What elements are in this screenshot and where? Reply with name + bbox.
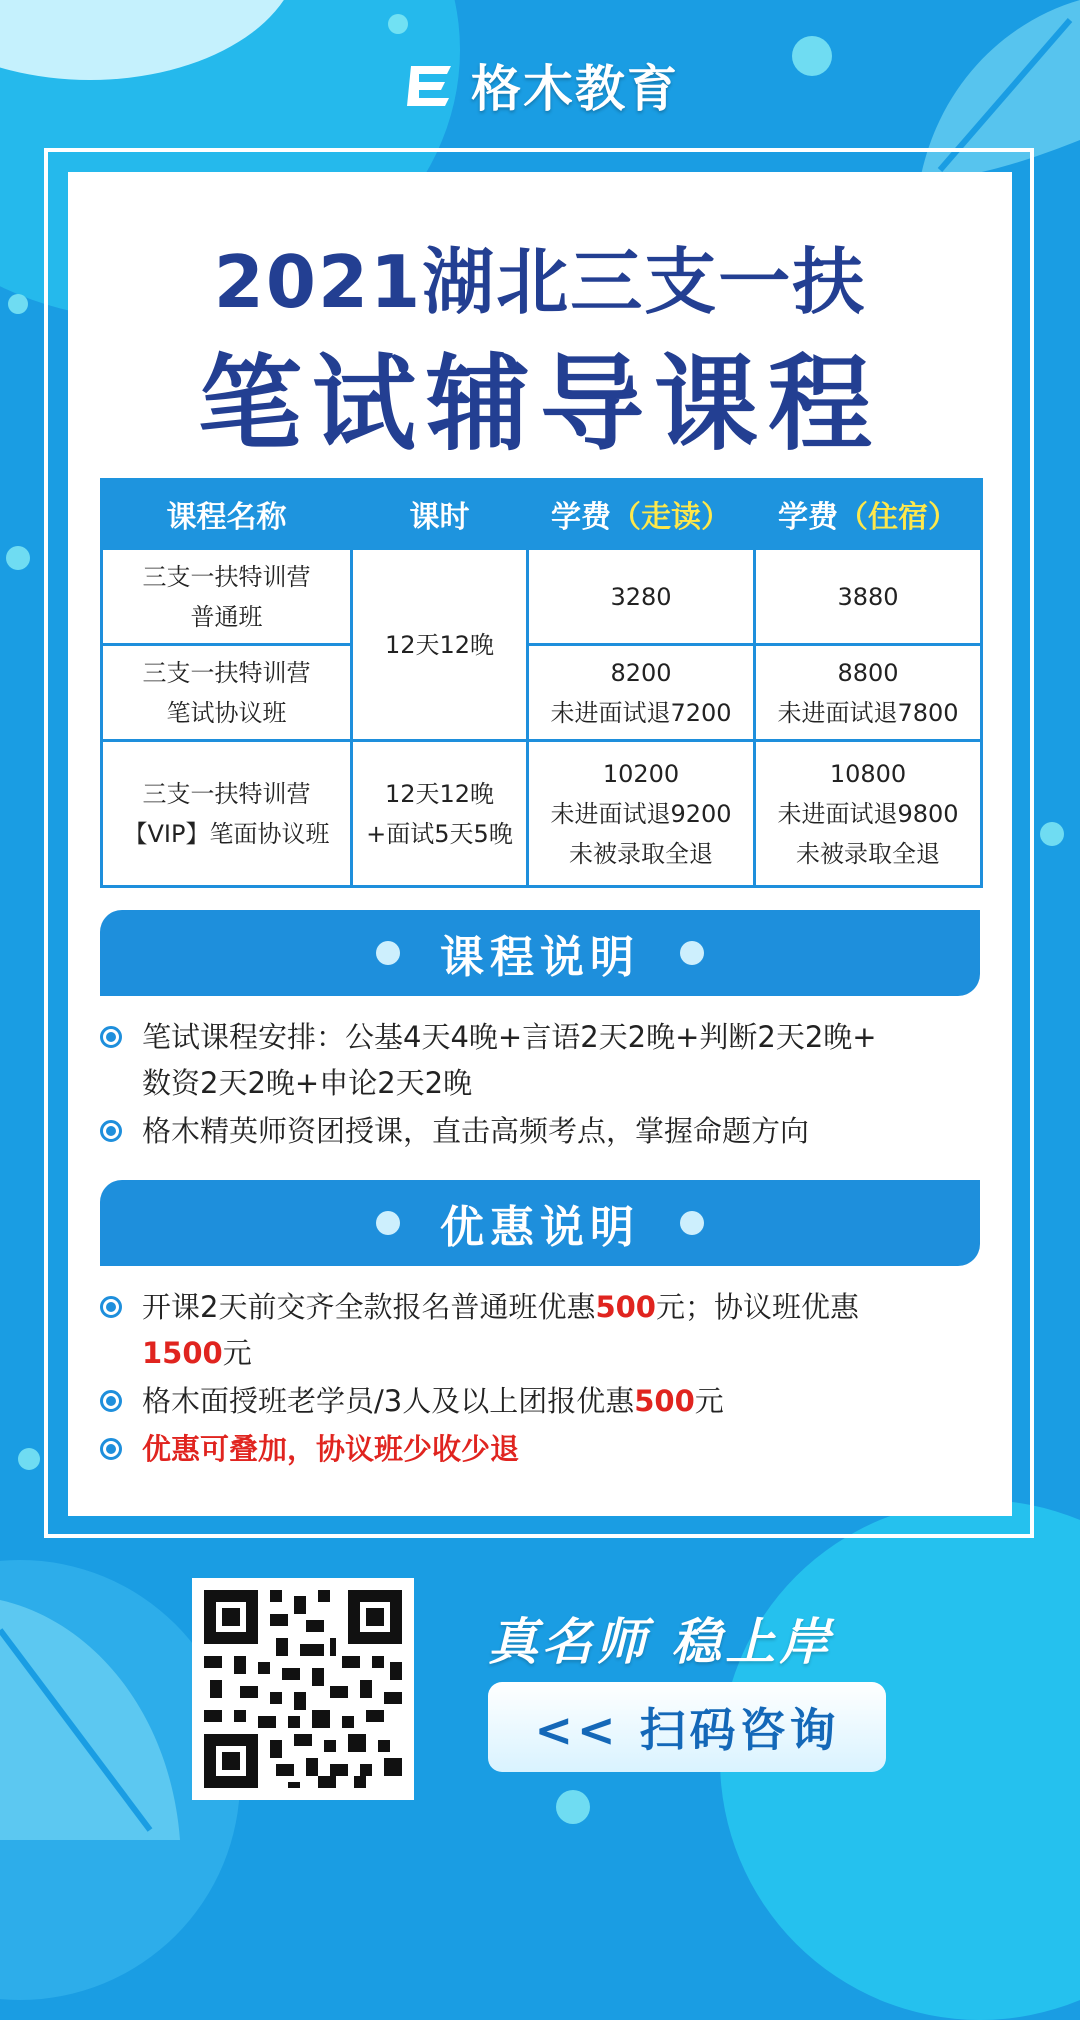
fee-walk-cell: 10200 未进面试退9200 未被录取全退	[528, 741, 755, 887]
course-section-heading: 课程说明	[100, 910, 980, 996]
main-card	[68, 172, 1012, 1516]
table-header-row	[102, 480, 982, 549]
bullet-icon	[376, 1211, 400, 1235]
bullet-icon	[680, 941, 704, 965]
decor-dot	[8, 294, 28, 314]
list-item: 开课2天前交齐全款报名普通班优惠500元；协议班优惠 1500元	[100, 1284, 980, 1376]
fee-walk-cell: 8200 未进面试退7200	[528, 645, 755, 741]
leaf-bottom-left-icon	[0, 1570, 190, 1840]
course-name-cell: 三支一扶特训营 普通班	[102, 549, 352, 645]
decor-dot	[1040, 822, 1064, 846]
bullet-circle-icon	[100, 1426, 142, 1472]
brand-name: 格木教育	[471, 60, 679, 118]
brand-mark-icon	[401, 60, 459, 110]
list-item: 笔试课程安排：公基4天4晚+言语2天2晚+判断2天2晚+ 数资2天2晚+申论2天2晚	[100, 1014, 980, 1106]
brand-logo	[0, 52, 1080, 118]
course-name-cell: 三支一扶特训营 【VIP】笔面协议班	[102, 741, 352, 887]
list-item: 格木面授班老学员/3人及以上团报优惠500元	[100, 1378, 980, 1424]
header-hours: 课时	[352, 480, 528, 549]
fee-board-cell: 3880	[755, 549, 982, 645]
fee-table	[100, 478, 983, 888]
title-line-2: 笔试辅导课程	[197, 343, 882, 465]
decor-dot	[18, 1448, 40, 1470]
bullet-circle-icon	[100, 1108, 142, 1154]
bullet-circle-icon	[100, 1014, 142, 1060]
fee-board-cell: 8800 未进面试退7800	[755, 645, 982, 741]
hours-cell: 12天12晚 +面试5天5晚	[352, 741, 528, 887]
table-row	[102, 549, 982, 645]
table-row	[102, 741, 982, 887]
title-line-1: 2021湖北三支一扶	[213, 240, 867, 324]
header-fee-walk: 学费（走读）	[528, 480, 755, 549]
header-fee-board: 学费（住宿）	[755, 480, 982, 549]
scan-consult-button[interactable]: << 扫码咨询	[488, 1682, 886, 1772]
header-course-name: 课程名称	[102, 480, 352, 549]
list-item: 格木精英师资团授课，直击高频考点，掌握命题方向	[100, 1108, 980, 1154]
table-row	[102, 645, 982, 741]
decor-dot	[556, 1790, 590, 1824]
discount-section-heading: 优惠说明	[100, 1180, 980, 1266]
fee-walk-cell: 3280	[528, 549, 755, 645]
fee-board-cell: 10800 未进面试退9800 未被录取全退	[755, 741, 982, 887]
course-name-cell: 三支一扶特训营 笔试协议班	[102, 645, 352, 741]
hours-cell: 12天12晚	[352, 549, 528, 741]
decor-dot	[6, 546, 30, 570]
bullet-circle-icon	[100, 1378, 142, 1424]
decor-dot	[388, 14, 408, 34]
qr-code-icon[interactable]	[192, 1578, 414, 1800]
bullet-icon	[376, 941, 400, 965]
bullet-circle-icon	[100, 1284, 142, 1330]
bullet-icon	[680, 1211, 704, 1235]
slogan: 真名师 稳上岸	[488, 1613, 834, 1671]
list-item: 优惠可叠加，协议班少收少退	[100, 1426, 980, 1472]
